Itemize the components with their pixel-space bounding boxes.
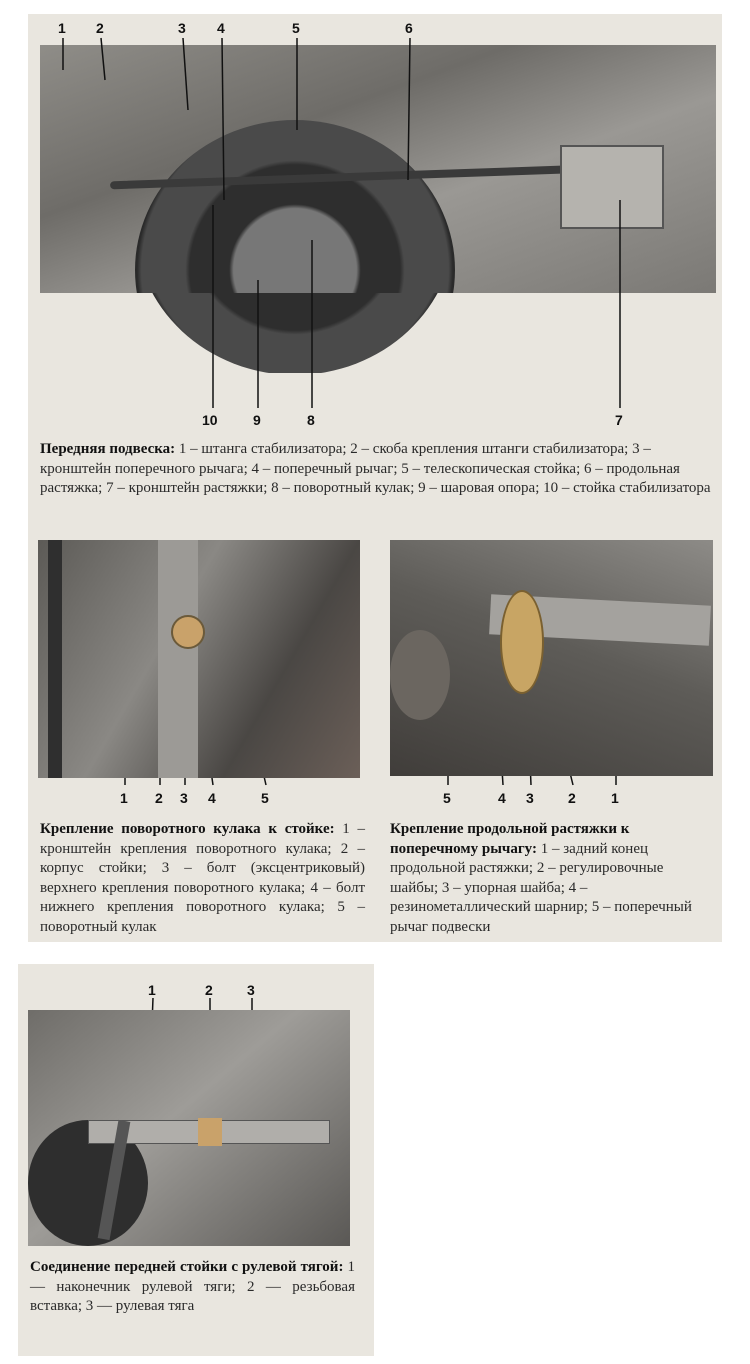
label-2: 2	[96, 20, 104, 36]
figure4-caption	[30, 1258, 355, 1317]
label-1: 1	[148, 982, 156, 998]
figure1-caption	[40, 440, 715, 499]
label-1: 1	[120, 790, 128, 806]
caption-title: Передняя подвеска:	[40, 441, 176, 457]
label-5: 5	[443, 790, 451, 806]
label-5: 5	[261, 790, 269, 806]
label-3: 3	[178, 20, 186, 36]
label-1: 1	[611, 790, 619, 806]
caption-title: Крепление поворотного кулака к стойке:	[40, 821, 335, 837]
label-2: 2	[205, 982, 213, 998]
label-10: 10	[202, 412, 218, 428]
label-4: 4	[498, 790, 506, 806]
figure2-caption	[40, 820, 365, 937]
tire	[135, 120, 455, 293]
label-1: 1	[58, 20, 66, 36]
figure3-caption	[390, 820, 715, 937]
label-3: 3	[180, 790, 188, 806]
caption-text: 1 – задний конец продольной растяжки; 2 – регулировочные шайбы; 3 – упорная шайба; 4 – резинометаллический шарнир; 5 – поперечный рычаг подвески	[390, 840, 692, 935]
label-2: 2	[568, 790, 576, 806]
tire-lower	[135, 293, 455, 373]
front-suspension-photo	[40, 45, 716, 293]
tie-rod-connection-photo	[28, 1010, 350, 1246]
caption-title: Крепление продольной растяжки к поперечному рычагу:	[390, 821, 630, 857]
label-4: 4	[217, 20, 225, 36]
label-8: 8	[307, 412, 315, 428]
label-9: 9	[253, 412, 261, 428]
bracket	[560, 145, 664, 229]
label-5: 5	[292, 20, 300, 36]
label-2: 2	[155, 790, 163, 806]
label-3: 3	[247, 982, 255, 998]
label-4: 4	[208, 790, 216, 806]
knuckle-mount-photo	[38, 540, 360, 778]
caption-text: 1 – кронштейн крепления поворотного кулака; 2 – корпус стойки; 3 – болт (эксцентриковый) верхнего крепления поворотного кулака; 4 – болт нижнего крепления поворотного кулака; 5 – поворотный кулак	[40, 821, 365, 935]
label-7: 7	[615, 412, 623, 428]
caption-text: 1 – штанга стабилизатора; 2 – скоба крепления штанги стабилизатора; 3 – кронштейн поперечного рычага; 4 – поперечный рычаг; 5 – телескопическая стойка; 6 – продольная растяжка; 7 – кронштейн растяжки; 8 – поворотный кулак; 9 – шаровая опора; 10 – стойка стабилизатора	[40, 441, 711, 496]
caption-title: Соединение передней стойки с рулевой тягой:	[30, 1259, 344, 1275]
strut-rod-mount-photo	[390, 540, 713, 776]
label-3: 3	[526, 790, 534, 806]
caption-text: 1 — наконечник рулевой тяги; 2 — резьбовая вставка; 3 — рулевая тяга	[30, 1259, 355, 1314]
label-6: 6	[405, 20, 413, 36]
